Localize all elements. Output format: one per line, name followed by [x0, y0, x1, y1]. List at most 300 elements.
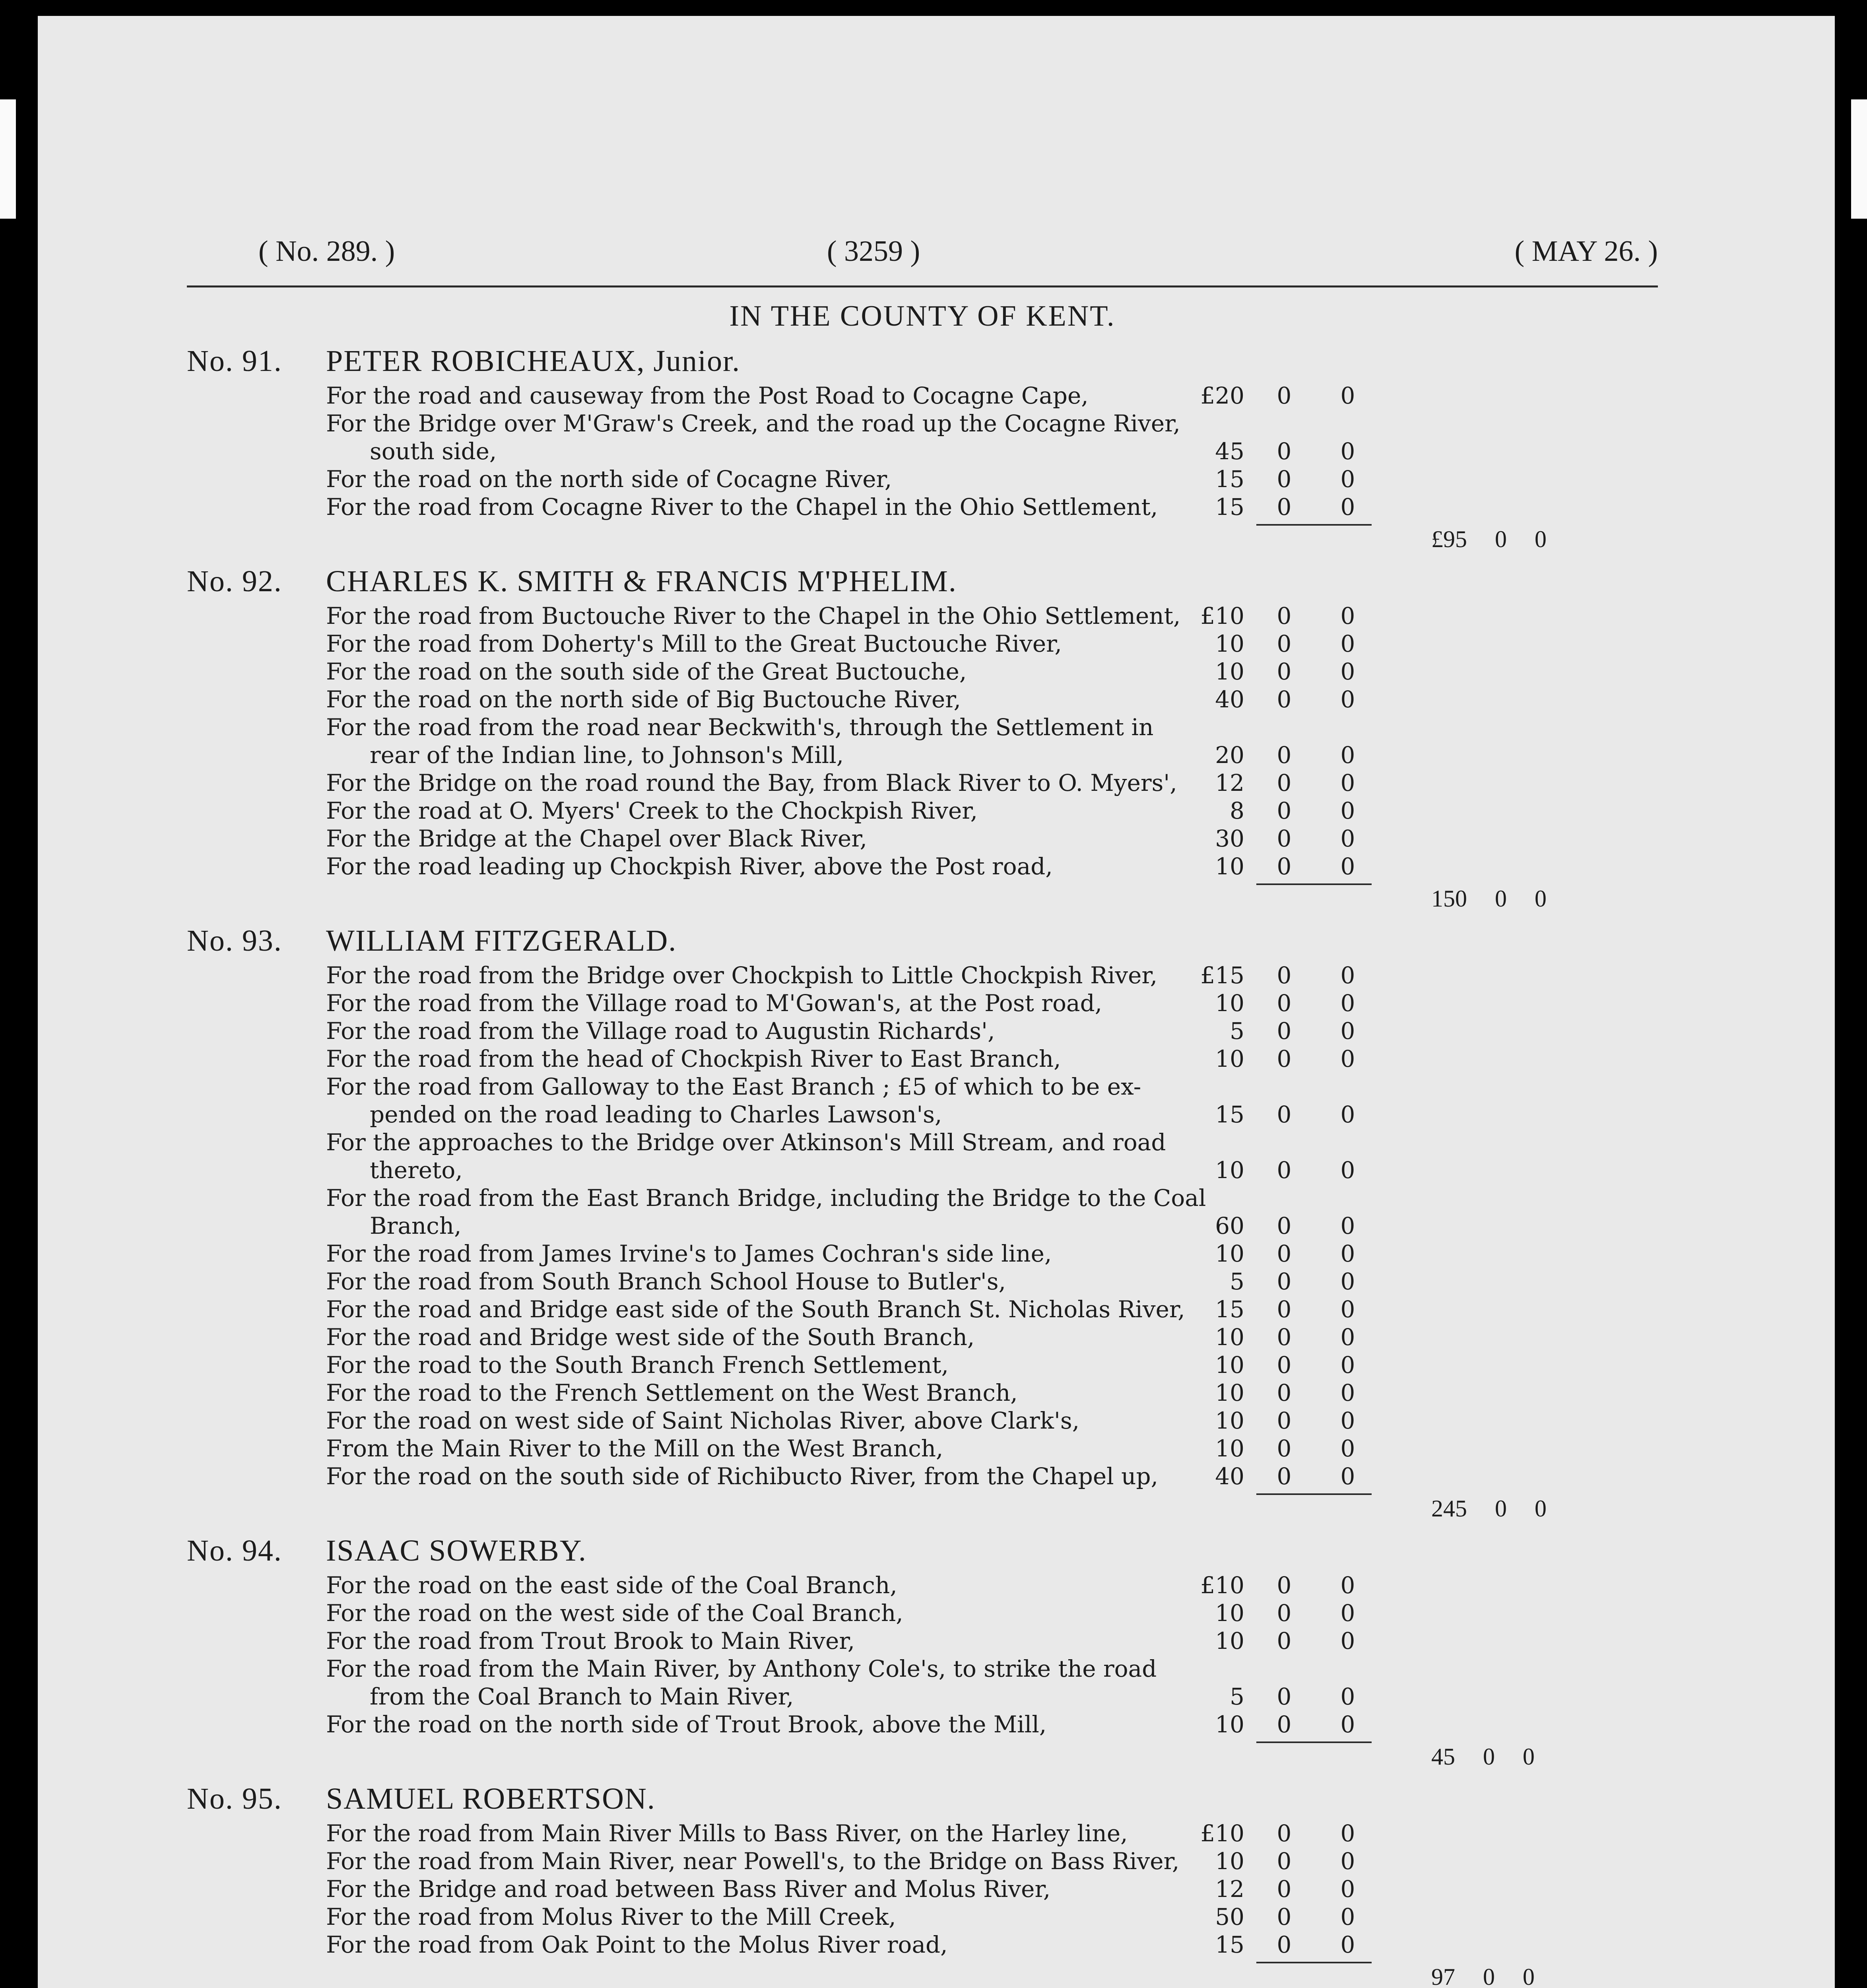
items-wrapper [187, 1819, 1372, 1959]
item-row [326, 1240, 1372, 1268]
item-description: For the road from the Village road to Augustin Richards', [326, 1017, 995, 1044]
contract-block [187, 1530, 1658, 1771]
item-description: For the road on the north side of Big Buctouche River, [326, 686, 961, 713]
item-description: For the road on the south side of the Great Buctouche, [326, 658, 967, 685]
total-shillings: 0 [1483, 1964, 1495, 1988]
item-amount [1173, 1903, 1372, 1931]
contract-items [326, 602, 1372, 880]
amount-shillings: 0 [1277, 1711, 1292, 1738]
amount-pounds: 12 [1215, 769, 1244, 796]
item-description-continued: south side, [370, 438, 497, 465]
amount-pounds: 12 [1215, 1875, 1244, 1903]
contract-items [326, 1571, 1372, 1738]
total-shillings: 0 [1495, 885, 1507, 912]
item-row [326, 1379, 1372, 1407]
amount-pounds: 15 [1215, 493, 1244, 520]
amount-pence: 0 [1340, 1627, 1355, 1654]
item-amount [1173, 852, 1372, 880]
total-shillings: 0 [1495, 526, 1507, 552]
amount-pounds: 40 [1215, 686, 1244, 713]
item-row [326, 1128, 1372, 1184]
item-amount [1173, 989, 1372, 1017]
amount-pounds: 10 [1215, 990, 1244, 1017]
item-amount [1173, 1156, 1372, 1184]
total-pounds: 150 [1431, 885, 1467, 912]
item-description-continued: Branch, [370, 1212, 462, 1239]
amount-pence: 0 [1340, 493, 1355, 520]
amount-pence: 0 [1340, 1875, 1355, 1903]
amount-shillings: 0 [1277, 1324, 1292, 1351]
item-row [326, 825, 1372, 852]
amount-shillings: 0 [1277, 1296, 1292, 1323]
items-wrapper [187, 602, 1372, 880]
amount-pence: 0 [1340, 1848, 1355, 1875]
item-amount [1173, 1212, 1372, 1240]
amount-shillings: 0 [1277, 1820, 1292, 1847]
item-amount [1173, 382, 1372, 410]
item-description: For the Bridge over M'Graw's Creek, and the road up the Cocagne River, [326, 410, 1180, 437]
total-amount [1431, 526, 1547, 553]
total-amount [1431, 1495, 1547, 1522]
item-description: For the road on the west side of the Coal Branch, [326, 1600, 903, 1627]
item-row [326, 797, 1372, 825]
item-row [326, 1295, 1372, 1323]
amount-shillings: 0 [1277, 769, 1292, 796]
contract-number: No. 95. [187, 1782, 282, 1815]
amount-pounds: 15 [1215, 1931, 1244, 1958]
item-row [326, 1407, 1372, 1435]
document-page [38, 16, 1835, 1988]
amount-pounds: 45 [1215, 438, 1244, 465]
total-pounds: 45 [1431, 1743, 1455, 1770]
amount-pounds: £20 [1200, 382, 1244, 409]
item-row [326, 1462, 1372, 1490]
amount-shillings: 0 [1277, 466, 1292, 493]
contract-number: No. 94. [187, 1534, 282, 1567]
amount-pounds: 10 [1215, 1711, 1244, 1738]
amount-pounds: 10 [1215, 1240, 1244, 1267]
contract-items [326, 382, 1372, 521]
item-row [326, 1931, 1372, 1959]
item-description: For the road from South Branch School House to Butler's, [326, 1268, 1006, 1295]
item-amount [1173, 1819, 1372, 1847]
item-amount [1173, 1462, 1372, 1490]
amount-shillings: 0 [1277, 1463, 1292, 1490]
amount-pounds: 10 [1215, 1435, 1244, 1462]
amount-pence: 0 [1340, 438, 1355, 465]
amount-pence: 0 [1340, 1045, 1355, 1072]
amount-pence: 0 [1340, 825, 1355, 852]
item-row [326, 1268, 1372, 1295]
item-row [326, 658, 1372, 685]
amount-shillings: 0 [1277, 630, 1292, 657]
amount-pounds: 10 [1215, 1157, 1244, 1184]
item-row [326, 1875, 1372, 1903]
amount-shillings: 0 [1277, 1683, 1292, 1710]
item-amount [1173, 961, 1372, 989]
amount-pounds: 5 [1230, 1268, 1244, 1295]
item-amount [1173, 493, 1372, 521]
item-description: For the road and causeway from the Post Road to Cocagne Cape, [326, 382, 1089, 409]
amount-shillings: 0 [1277, 797, 1292, 824]
item-description: For the road on the south side of Richibucto River, from the Chapel up, [326, 1463, 1159, 1490]
amount-shillings: 0 [1277, 990, 1292, 1017]
items-wrapper [187, 961, 1372, 1490]
amount-pence: 0 [1340, 853, 1355, 880]
item-description: For the road from Main River, near Powell's, to the Bridge on Bass River, [326, 1848, 1180, 1875]
contractor-name: CHARLES K. SMITH & FRANCIS M'PHELIM. [326, 565, 957, 598]
amount-pence: 0 [1340, 630, 1355, 657]
contract-heading [187, 1530, 1658, 1571]
contract-block [187, 1778, 1658, 1988]
item-description: For the road from the Village road to M'Gowan's, at the Post road, [326, 990, 1102, 1017]
total-pence: 0 [1535, 1495, 1547, 1522]
item-description: For the road and Bridge east side of the South Branch St. Nicholas River, [326, 1296, 1185, 1323]
item-description: For the road from Oak Point to the Molus River road, [326, 1931, 948, 1958]
item-amount [1173, 658, 1372, 685]
item-row [326, 1017, 1372, 1045]
total-pounds: £95 [1431, 526, 1467, 552]
amount-pence: 0 [1340, 1711, 1355, 1738]
contractor-name: SAMUEL ROBERTSON. [326, 1782, 656, 1815]
item-amount [1173, 1295, 1372, 1323]
item-amount [1173, 825, 1372, 852]
amount-pence: 0 [1340, 742, 1355, 769]
total-amount [1431, 1963, 1535, 1988]
amount-pounds: 10 [1215, 1324, 1244, 1351]
amount-pounds: 10 [1215, 1407, 1244, 1434]
contract-total [187, 1743, 1658, 1771]
total-pence: 0 [1535, 885, 1547, 912]
total-pence: 0 [1535, 526, 1547, 552]
issue-date: ( MAY 26. ) [1514, 235, 1658, 268]
amount-shillings: 0 [1277, 1240, 1292, 1267]
amount-pence: 0 [1340, 1324, 1355, 1351]
contract-total [187, 1963, 1658, 1988]
item-description: For the road leading up Chockpish River, above the Post road, [326, 853, 1053, 880]
amount-pence: 0 [1340, 382, 1355, 409]
amount-shillings: 0 [1277, 962, 1292, 989]
contract-heading [187, 1778, 1658, 1819]
item-row [326, 382, 1372, 410]
amount-pence: 0 [1340, 1157, 1355, 1184]
item-amount [1173, 769, 1372, 797]
amount-shillings: 0 [1277, 1157, 1292, 1184]
amount-pence: 0 [1340, 1600, 1355, 1627]
item-amount [1173, 465, 1372, 493]
item-row [326, 1045, 1372, 1073]
item-row [326, 1571, 1372, 1599]
amount-shillings: 0 [1277, 1017, 1292, 1044]
page-content [187, 235, 1658, 1988]
contract-heading [187, 340, 1658, 382]
amount-shillings: 0 [1277, 1407, 1292, 1434]
item-row [326, 685, 1372, 713]
total-pounds: 97 [1431, 1964, 1455, 1988]
amount-shillings: 0 [1277, 742, 1292, 769]
item-amount [1173, 437, 1372, 465]
contract-items [326, 961, 1372, 1490]
amount-pounds: 10 [1215, 630, 1244, 657]
item-amount [1173, 1101, 1372, 1128]
item-row [326, 1847, 1372, 1875]
amount-pence: 0 [1340, 602, 1355, 629]
item-row [326, 989, 1372, 1017]
amount-pounds: 10 [1215, 1627, 1244, 1654]
amount-pounds: 10 [1215, 658, 1244, 685]
amount-shillings: 0 [1277, 382, 1292, 409]
total-pence: 0 [1523, 1964, 1535, 1988]
amount-pence: 0 [1340, 1351, 1355, 1378]
contractor-name: WILLIAM FITZGERALD. [326, 924, 677, 957]
item-row [326, 1655, 1372, 1710]
item-description: For the road from the Main River, by Anthony Cole's, to strike the road [326, 1655, 1157, 1682]
item-amount [1173, 1240, 1372, 1268]
amount-pence: 0 [1340, 1268, 1355, 1295]
item-amount [1173, 685, 1372, 713]
item-row [326, 1599, 1372, 1627]
amount-pence: 0 [1340, 962, 1355, 989]
item-row [326, 1903, 1372, 1931]
item-description: For the Bridge and road between Bass River and Molus River, [326, 1875, 1051, 1903]
amount-pence: 0 [1340, 797, 1355, 824]
item-amount [1173, 1323, 1372, 1351]
contract-number: No. 92. [187, 565, 282, 598]
amount-shillings: 0 [1277, 1379, 1292, 1406]
item-description: For the road from the head of Chockpish River to East Branch, [326, 1045, 1061, 1072]
item-description: For the road from the road near Beckwith's, through the Settlement in [326, 714, 1154, 741]
item-description: For the Bridge at the Chapel over Black River, [326, 825, 868, 852]
amount-pence: 0 [1340, 1240, 1355, 1267]
amount-pence: 0 [1340, 1931, 1355, 1958]
item-amount [1173, 1379, 1372, 1407]
amount-shillings: 0 [1277, 1848, 1292, 1875]
amount-pounds: 8 [1230, 797, 1244, 824]
amount-pence: 0 [1340, 1407, 1355, 1434]
item-description: For the Bridge on the road round the Bay, from Black River to O. Myers', [326, 769, 1177, 796]
amount-pence: 0 [1340, 1463, 1355, 1490]
item-description-continued: from the Coal Branch to Main River, [370, 1683, 794, 1710]
item-amount [1173, 741, 1372, 769]
item-description: For the road on the north side of Cocagne River, [326, 466, 892, 493]
amount-shillings: 0 [1277, 602, 1292, 629]
item-row [326, 1351, 1372, 1379]
contracts-list [187, 340, 1658, 1988]
item-description-continued: thereto, [370, 1157, 463, 1184]
amount-shillings: 0 [1277, 825, 1292, 852]
amount-pence: 0 [1340, 658, 1355, 685]
item-amount [1173, 1045, 1372, 1073]
item-description-continued: pended on the road leading to Charles Lawson's, [370, 1101, 942, 1128]
item-description: For the road from James Irvine's to James Cochran's side line, [326, 1240, 1052, 1267]
item-description: For the road from Doherty's Mill to the Great Buctouche River, [326, 630, 1062, 657]
amount-shillings: 0 [1277, 1600, 1292, 1627]
item-row [326, 1819, 1372, 1847]
amount-pence: 0 [1340, 1379, 1355, 1406]
amount-pence: 0 [1340, 1435, 1355, 1462]
item-description-continued: rear of the Indian line, to Johnson's Mill, [370, 742, 844, 769]
items-wrapper [187, 382, 1372, 521]
amount-pounds: 15 [1215, 466, 1244, 493]
amount-pounds: 60 [1215, 1212, 1244, 1239]
item-description: For the road and Bridge west side of the South Branch, [326, 1324, 975, 1351]
amount-shillings: 0 [1277, 658, 1292, 685]
item-amount [1173, 1407, 1372, 1435]
item-amount [1173, 1571, 1372, 1599]
amount-pounds: 20 [1215, 742, 1244, 769]
item-row [326, 493, 1372, 521]
total-pounds: 245 [1431, 1495, 1467, 1522]
amount-pounds: 15 [1215, 1101, 1244, 1128]
item-description: For the road to the French Settlement on the West Branch, [326, 1379, 1018, 1406]
amount-pence: 0 [1340, 1296, 1355, 1323]
item-description: For the road from the East Branch Bridge, including the Bridge to the Coal [326, 1184, 1206, 1211]
film-edge-tab-top-left [0, 99, 16, 219]
amount-pence: 0 [1340, 1212, 1355, 1239]
amount-pence: 0 [1340, 1683, 1355, 1710]
item-amount [1173, 1627, 1372, 1655]
amount-pence: 0 [1340, 990, 1355, 1017]
items-wrapper [187, 1571, 1372, 1738]
film-edge-tab-top-right [1851, 99, 1867, 219]
amount-pounds: 10 [1215, 853, 1244, 880]
amount-shillings: 0 [1277, 1903, 1292, 1930]
item-row [326, 961, 1372, 989]
amount-pounds: 10 [1215, 1600, 1244, 1627]
amount-pence: 0 [1340, 1572, 1355, 1599]
item-description: For the road from Galloway to the East Branch ; £5 of which to be ex- [326, 1073, 1141, 1100]
amount-pence: 0 [1340, 466, 1355, 493]
item-row [326, 769, 1372, 797]
contractor-name: PETER ROBICHEAUX, Junior. [326, 344, 741, 378]
amount-pence: 0 [1340, 686, 1355, 713]
amount-pounds: 30 [1215, 825, 1244, 852]
item-description: For the approaches to the Bridge over Atkinson's Mill Stream, and road [326, 1129, 1166, 1156]
amount-pounds: 10 [1215, 1351, 1244, 1378]
item-row [326, 1435, 1372, 1462]
amount-pence: 0 [1340, 1017, 1355, 1044]
contract-total [187, 526, 1658, 553]
contract-block [187, 561, 1658, 913]
item-description: For the road on west side of Saint Nicholas River, above Clark's, [326, 1407, 1080, 1434]
amount-pounds: £10 [1200, 1572, 1244, 1599]
amount-shillings: 0 [1277, 686, 1292, 713]
item-description: From the Main River to the Mill on the West Branch, [326, 1435, 943, 1462]
amount-shillings: 0 [1277, 1212, 1292, 1239]
item-amount [1173, 630, 1372, 658]
contract-total [187, 885, 1658, 913]
amount-pence: 0 [1340, 769, 1355, 796]
total-amount [1431, 1743, 1535, 1771]
amount-shillings: 0 [1277, 853, 1292, 880]
amount-pence: 0 [1340, 1820, 1355, 1847]
item-amount [1173, 1710, 1372, 1738]
amount-pounds: £15 [1200, 962, 1244, 989]
amount-pounds: 10 [1215, 1045, 1244, 1072]
amount-pounds: £10 [1200, 602, 1244, 629]
item-row [326, 1323, 1372, 1351]
item-row [326, 410, 1372, 465]
total-amount [1431, 885, 1547, 912]
item-description: For the road from Cocagne River to the Chapel in the Ohio Settlement, [326, 493, 1158, 520]
header-rule [187, 285, 1658, 287]
item-row [326, 1710, 1372, 1738]
contract-block [187, 920, 1658, 1523]
item-row [326, 630, 1372, 658]
page-header [187, 235, 1658, 282]
amount-shillings: 0 [1277, 1627, 1292, 1654]
item-description: For the road from Molus River to the Mill Creek, [326, 1903, 896, 1930]
item-description: For the road to the South Branch French Settlement, [326, 1351, 949, 1378]
item-amount [1173, 1268, 1372, 1295]
contract-heading [187, 561, 1658, 602]
amount-shillings: 0 [1277, 1931, 1292, 1958]
item-amount [1173, 1599, 1372, 1627]
item-row [326, 602, 1372, 630]
item-amount [1173, 1351, 1372, 1379]
amount-pounds: 50 [1215, 1903, 1244, 1930]
page-number: ( 3259 ) [827, 235, 920, 268]
amount-pounds: 15 [1215, 1296, 1244, 1323]
contract-block [187, 340, 1658, 553]
amount-pence: 0 [1340, 1903, 1355, 1930]
item-row [326, 1627, 1372, 1655]
item-amount [1173, 1435, 1372, 1462]
item-amount [1173, 1017, 1372, 1045]
county-heading: IN THE COUNTY OF KENT. [729, 300, 1116, 332]
amount-pounds: £10 [1200, 1820, 1244, 1847]
total-shillings: 0 [1495, 1495, 1507, 1522]
amount-pounds: 5 [1230, 1017, 1244, 1044]
item-description: For the road on the east side of the Coal Branch, [326, 1572, 897, 1599]
contract-number: No. 93. [187, 924, 282, 957]
amount-shillings: 0 [1277, 1435, 1292, 1462]
item-row [326, 1184, 1372, 1240]
contract-items [326, 1819, 1372, 1959]
amount-shillings: 0 [1277, 1045, 1292, 1072]
item-amount [1173, 797, 1372, 825]
item-row [326, 713, 1372, 769]
item-amount [1173, 1931, 1372, 1959]
item-row [326, 1073, 1372, 1128]
item-description: For the road from Buctouche River to the Chapel in the Ohio Settlement, [326, 602, 1181, 629]
contract-heading [187, 920, 1658, 961]
amount-shillings: 0 [1277, 438, 1292, 465]
amount-pounds: 10 [1215, 1848, 1244, 1875]
contract-total [187, 1495, 1658, 1523]
total-shillings: 0 [1483, 1743, 1495, 1770]
contract-number: No. 91. [187, 344, 282, 378]
amount-shillings: 0 [1277, 1101, 1292, 1128]
amount-shillings: 0 [1277, 1268, 1292, 1295]
item-row [326, 465, 1372, 493]
item-description: For the road from Main River Mills to Bass River, on the Harley line, [326, 1820, 1128, 1847]
item-row [326, 852, 1372, 880]
amount-pence: 0 [1340, 1101, 1355, 1128]
item-amount [1173, 1683, 1372, 1710]
amount-pounds: 40 [1215, 1463, 1244, 1490]
item-description: For the road on the north side of Trout Brook, above the Mill, [326, 1711, 1047, 1738]
item-description: For the road at O. Myers' Creek to the Chockpish River, [326, 797, 978, 824]
amount-shillings: 0 [1277, 1351, 1292, 1378]
contractor-name: ISAAC SOWERBY. [326, 1534, 587, 1567]
item-amount [1173, 1875, 1372, 1903]
item-amount [1173, 602, 1372, 630]
item-description: For the road from the Bridge over Chockpish to Little Chockpish River, [326, 962, 1158, 989]
amount-pounds: 10 [1215, 1379, 1244, 1406]
total-pence: 0 [1523, 1743, 1535, 1770]
amount-shillings: 0 [1277, 493, 1292, 520]
